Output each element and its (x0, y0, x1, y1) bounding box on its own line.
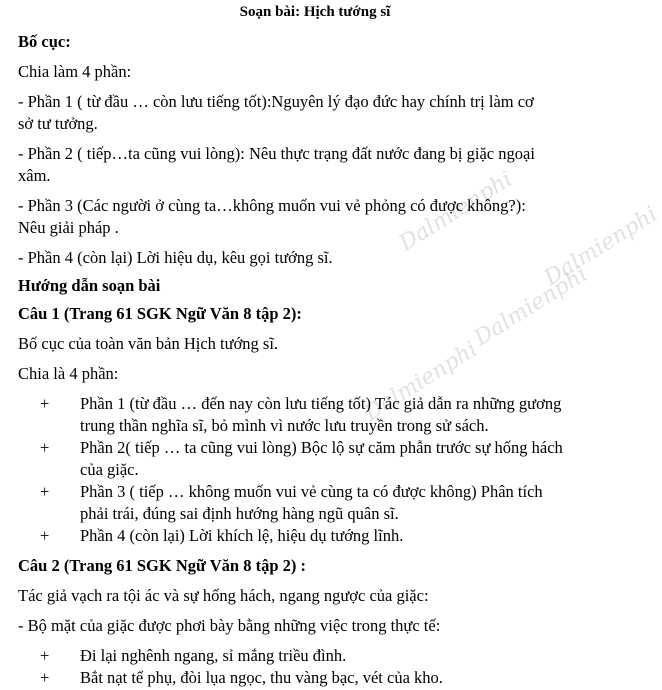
bullet-mark: + (40, 482, 50, 501)
part1-line2: sở tư tưởng. (18, 114, 98, 133)
list-item-text (80, 481, 620, 525)
bullet-mark: + (40, 394, 50, 413)
bullet-mark: + (40, 646, 50, 665)
list-item-text: Đi lại nghênh ngang, sỉ mắng triều đình. (80, 646, 347, 665)
list-item-line: Phần 3 ( tiếp … không muốn vui vẻ cùng ta có được không) Phân tích (80, 482, 543, 501)
list-item-line: trung thần nghĩa sĩ, bỏ mình vì nước lưu truyền trong sử sách. (80, 416, 489, 435)
list-item-text (80, 437, 620, 481)
part4-line: - Phần 4 (còn lại) Lời hiệu dụ, kêu gọi tướng sĩ. (18, 248, 333, 267)
part2-line1: - Phần 2 ( tiếp…ta cũng vui lòng): Nêu thực trạng đất nước đang bị giặc ngoại (18, 144, 535, 163)
list-item-line: phải trái, đúng sai định hướng hàng ngũ quân sĩ. (80, 504, 399, 523)
list-item-text (80, 393, 620, 437)
bullet-mark: + (40, 526, 50, 545)
cau1-heading: Câu 1 (Trang 61 SGK Ngữ Văn 8 tập 2): (18, 304, 302, 323)
bo-mat-text: - Bộ mặt của giặc được phơi bày bằng những việc trong thực tế: (18, 616, 441, 635)
list-item-text: Bắt nạt tể phụ, đòi lụa ngọc, thu vàng bạc, vét của kho. (80, 668, 443, 687)
huong-dan-heading: Hướng dẫn soạn bài (18, 276, 161, 295)
bo-cuc-heading: Bố cục: (18, 32, 71, 51)
watermark: Dalmienphi (470, 262, 592, 352)
part1-line1: - Phần 1 ( từ đầu … còn lưu tiếng tốt):Nguyên lý đạo đức hay chính trị làm cơ (18, 92, 534, 111)
page-title: Soạn bài: Hịch tướng sĩ (239, 4, 391, 20)
cau1-question: Bố cục của toàn văn bản Hịch tướng sĩ. (18, 334, 279, 353)
part3-line1: - Phần 3 (Các người ở cùng ta…không muốn vui vẻ phỏng có được không?): (18, 196, 526, 215)
part3-line2: Nêu giải pháp . (18, 218, 119, 237)
watermark: Dalmienphi (540, 202, 662, 292)
list-item-line: Phần 1 (từ đầu … đến nay còn lưu tiếng tốt) Tác giả dẫn ra những gương (80, 394, 562, 413)
list-item-line: Phần 4 (còn lại) Lời khích lệ, hiệu dụ tướng lĩnh. (80, 526, 404, 545)
bullet-mark: + (40, 438, 50, 457)
list-item-text (80, 525, 620, 547)
cau2-heading: Câu 2 (Trang 61 SGK Ngữ Văn 8 tập 2) : (18, 556, 306, 575)
part2-line2: xâm. (18, 166, 51, 185)
list-item-line: Phần 2( tiếp … ta cũng vui lòng) Bộc lộ sự căm phẫn trước sự hống hách (80, 438, 563, 457)
watermark: Dalmienphi (360, 337, 482, 427)
list-item-line: của giặc. (80, 460, 139, 479)
cau2-question: Tác giả vạch ra tội ác và sự hống hách, ngang ngược của giặc: (18, 586, 429, 605)
bullet-mark: + (40, 668, 50, 687)
watermark: Dalmienphi (395, 167, 517, 257)
chia-la-text: Chia là 4 phần: (18, 364, 119, 383)
chia-lam-text: Chia làm 4 phần: (18, 62, 132, 81)
